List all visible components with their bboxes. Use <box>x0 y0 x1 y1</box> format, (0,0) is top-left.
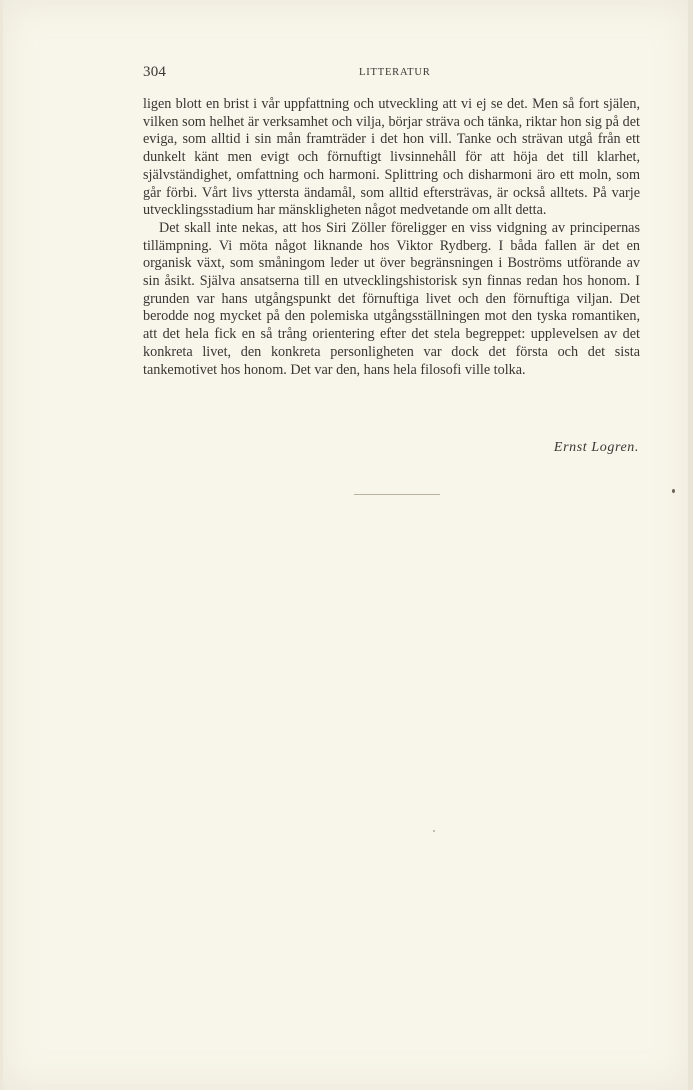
page-edge-left <box>0 0 3 1090</box>
page-edge-right <box>688 0 693 1090</box>
paper-speck <box>672 489 675 493</box>
paper-speck <box>433 830 435 832</box>
article-text <box>143 96 640 379</box>
paragraph-continued: ligen blott en brist i vår uppfattning och utveckling att vi ej se det. Men så fort själen, vilken som helhet är verksamhet och vilja, börjar sträva och tänka, riktar hon sig på det eviga, som alltid i sin mån framträder i det hon vill. Tanke och strävan utgå från ett dunkelt känt men evigt och förnuftigt livsinnehåll för att höja det till klarhet, självständighet, omfattning och harmoni. Splittring och disharmoni äro ett moln, som går förbi. Vårt livs yttersta ändamål, som alltid eftersträvas, är också alltets. På varje utvecklingsstadium har mänskligheten något medvetande om allt detta. <box>143 96 640 219</box>
page-number: 304 <box>143 64 167 80</box>
end-rule-divider <box>354 494 440 495</box>
running-title: LITTERATUR <box>359 67 431 78</box>
paragraph-second: Det skall inte nekas, att hos Siri Zöller föreligger en viss vidgning av principernas tillämpning. Vi möta något liknande hos Viktor Rydberg. I båda fallen är det en organisk växt, som småningom leder ut över begränsningen i Boströms utförande av sin åsikt. Själva ansatserna till en utvecklingshistorisk syn finnas redan hos honom. I grunden var hans utgångspunkt det förnuftiga livet och den förnuftiga viljan. Det berodde nog mycket på den polemiska utgångsställningen mot den tyska romantiken, att det hela fick en så trång orientering efter det stela begreppet: upplevelsen av det konkreta livet, den konkreta personligheten var dock det första och det sista tankemotivet hos honom. Det var den, hans hela filosofi ville tolka. <box>143 219 640 378</box>
running-header <box>143 64 639 84</box>
author-signature: Ernst Logren. <box>553 440 639 455</box>
